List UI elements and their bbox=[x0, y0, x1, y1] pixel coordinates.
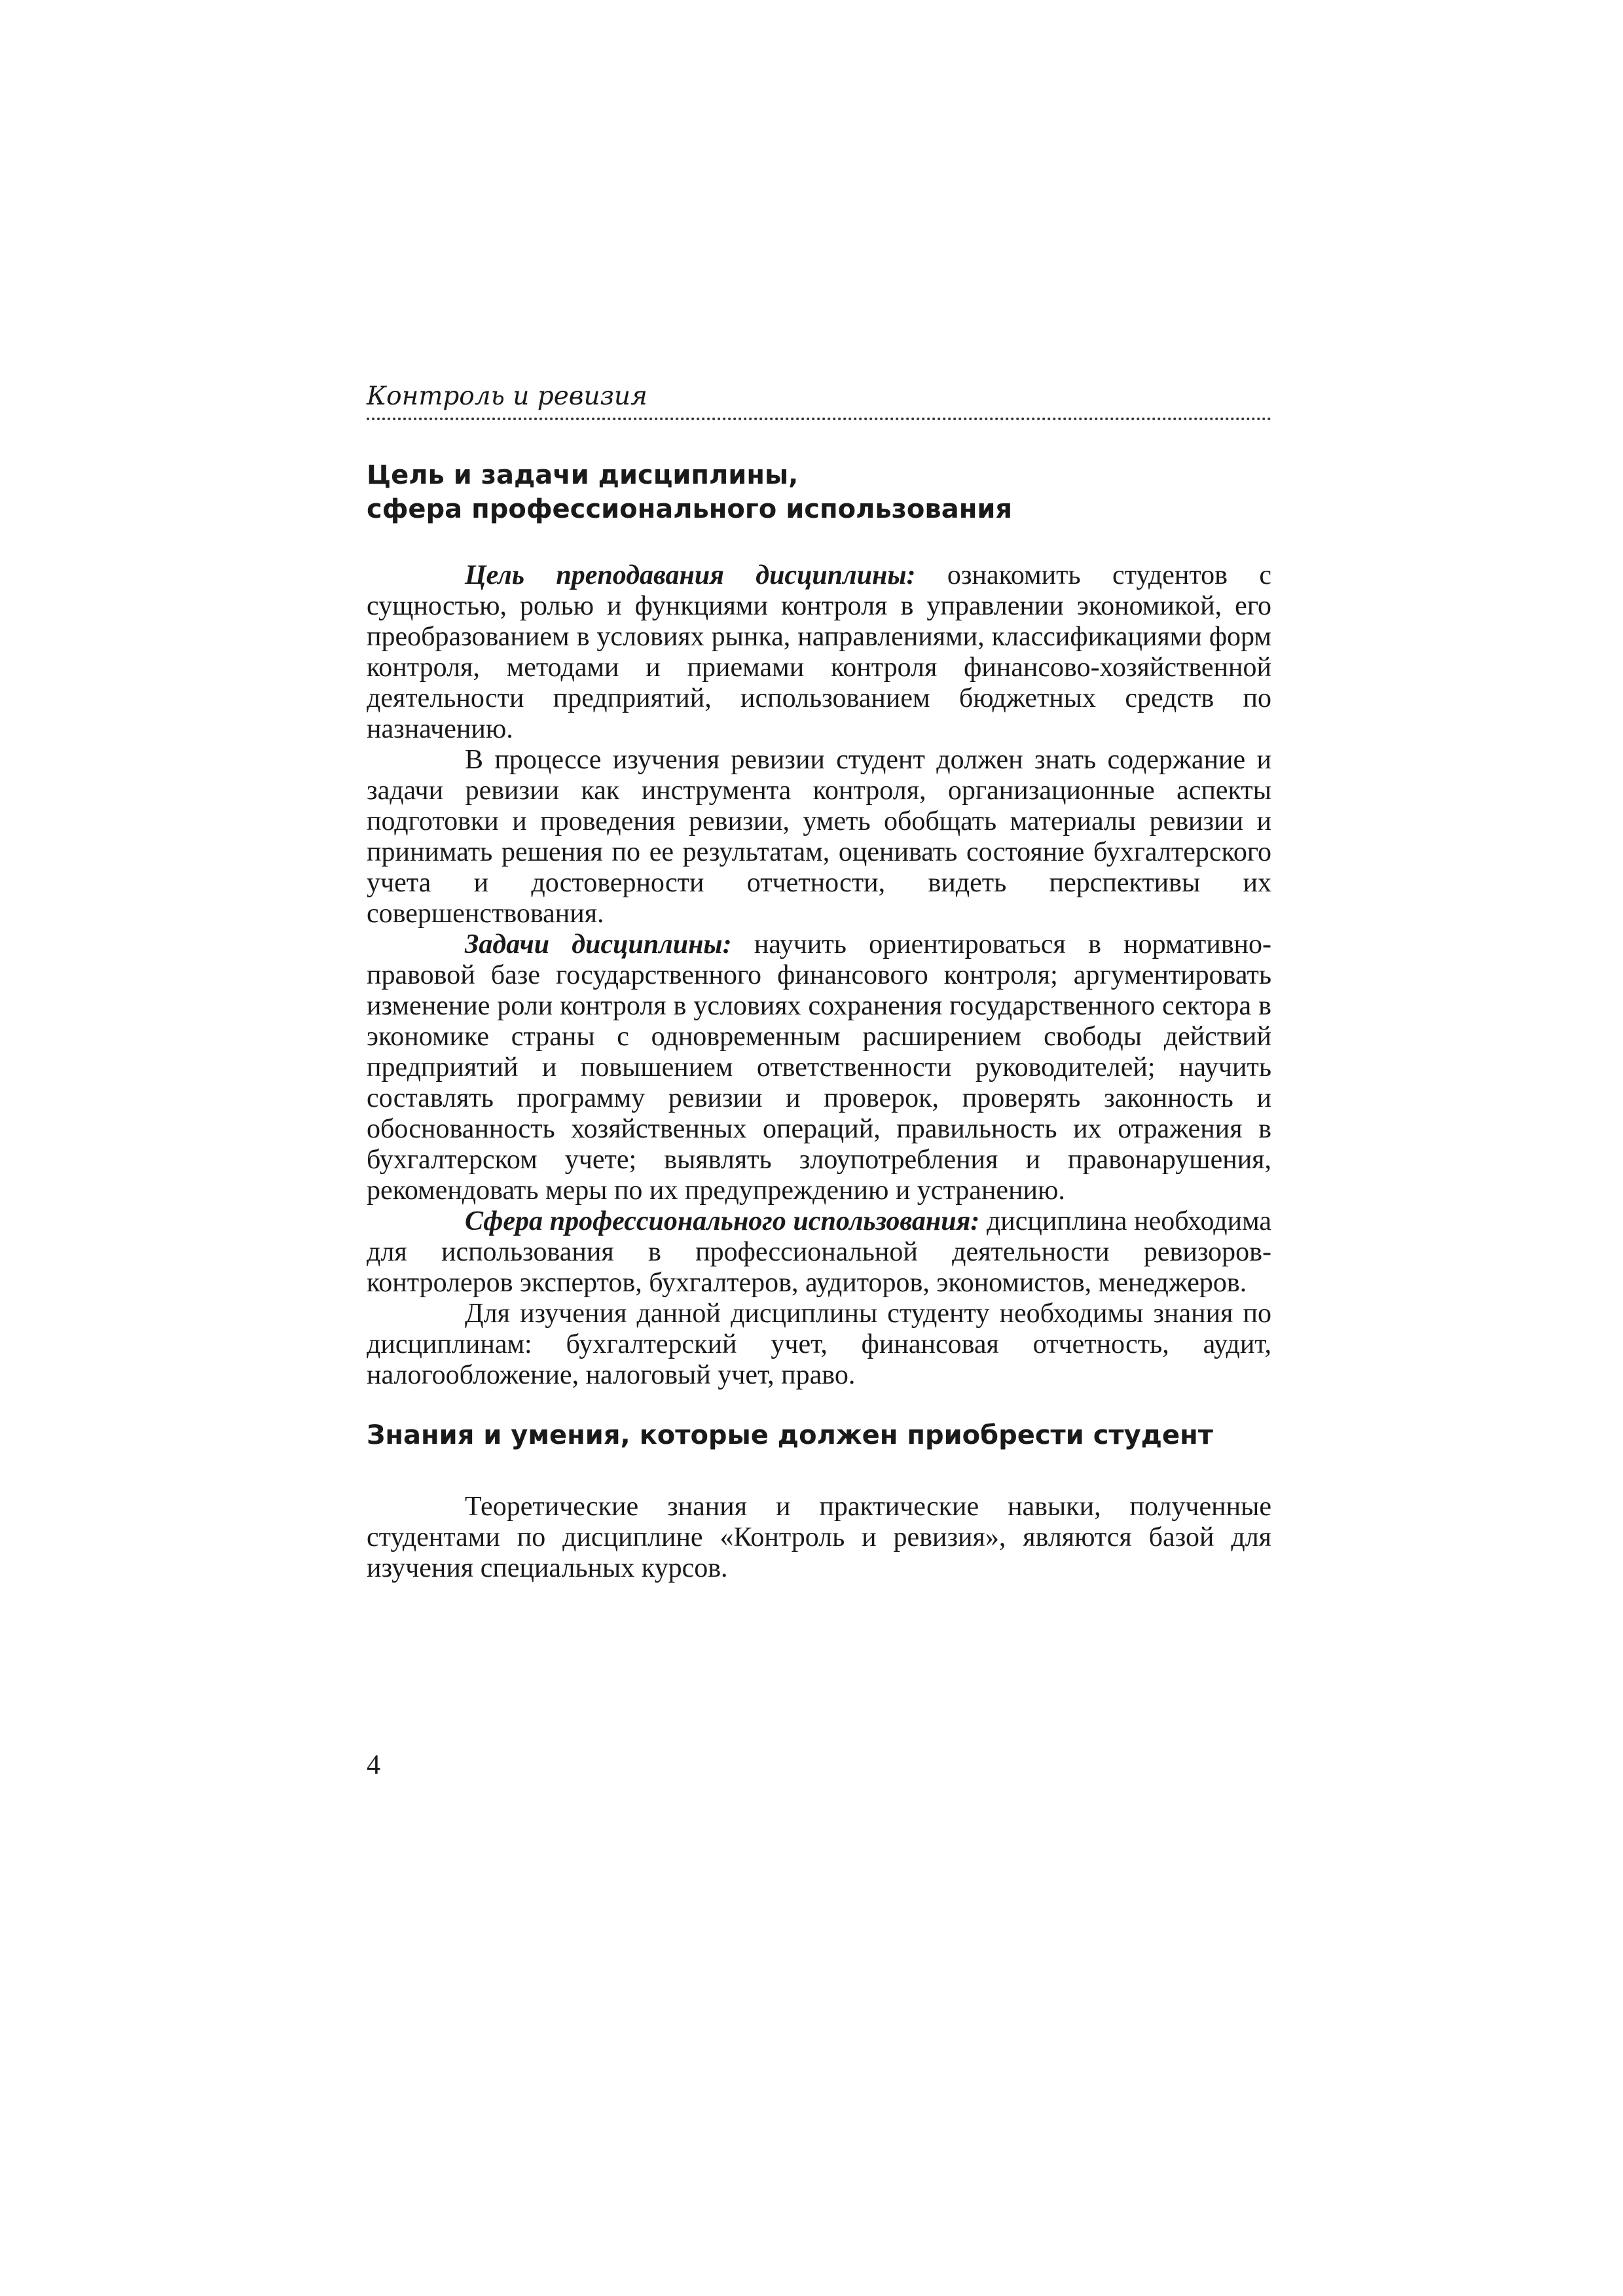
paragraph-lead-tasks: Задачи дисциплины: bbox=[465, 929, 732, 960]
running-head: Контроль и ревизия bbox=[367, 380, 1271, 420]
paragraph-audit-study: В процессе изучения ревизии студент должен знать содержание и задачи ревизии как инструмента контроля, организационные аспекты подготовки и проведения ревизии, уметь обобщать материалы ревизии и принимать решения по ее результатам, оценивать состояние бухгалтерского учета и достоверности отчетности, видеть перспективы их совершенствования. bbox=[367, 745, 1271, 929]
paragraph-teaching-goal bbox=[367, 560, 1271, 745]
paragraph-prerequisites: Для изучения данной дисциплины студенту необходимы знания по дисциплинам: бухгалтерский учет, финансовая отчетность, аудит, налогообложение, налоговый учет, право. bbox=[367, 1299, 1271, 1390]
section-heading-skills: Знания и умения, которые должен приобрести студент bbox=[367, 1420, 1213, 1450]
paragraph-skills: Теоретические знания и практические навыки, полученные студентами по дисциплине «Контроль и ревизия», являются базой для изучения специальных курсов. bbox=[367, 1492, 1271, 1583]
section-heading-goals-line2: сфера профессионального использования bbox=[367, 494, 1013, 524]
paragraph-text-professional-use: дисциплина необходима для использования в профессиональной деятельности ревизоров-контролеров экспертов, бухгалтеров, аудиторов, экономистов, менеджеров. bbox=[367, 1206, 1272, 1298]
paragraph-lead-professional-use: Сфера профессионального использования: bbox=[465, 1206, 980, 1236]
page-body bbox=[367, 380, 1271, 1584]
section-heading-goals-line1: Цель и задачи дисциплины, bbox=[367, 460, 799, 490]
paragraph-tasks bbox=[367, 929, 1271, 1206]
paragraph-lead-teaching-goal: Цель преподавания дисциплины: bbox=[465, 560, 916, 590]
paragraph-professional-use bbox=[367, 1206, 1271, 1299]
paragraph-text-teaching-goal: ознакомить студентов с сущностью, ролью и функциями контроля в управлении экономикой, его преобразованием в условиях рынка, направлениями, классификациями форм контроля, методами и приемами контроля финансово-хозяйственной деятельности предприятий, использованием бюджетных средств по назначению. bbox=[367, 560, 1271, 744]
paragraph-text-tasks: научить ориентироваться в нормативно-правовой базе государственного финансового контроля; аргументировать изменение роли контроля в условиях сохранения государственного сектора в экономике страны с одновременным расширением свободы действий предприятий и повышением ответственности руководителей; научить составлять программу ревизии и проверок, проверять законность и обоснованность хозяйственных операций, правильность их отражения в бухгалтерском учете; выявлять злоупотребления и правонарушения, рекомендовать меры по их предупреждению и устранению. bbox=[367, 929, 1272, 1206]
page-number: 4 bbox=[367, 1750, 380, 1780]
section-heading-goals bbox=[367, 458, 1271, 526]
